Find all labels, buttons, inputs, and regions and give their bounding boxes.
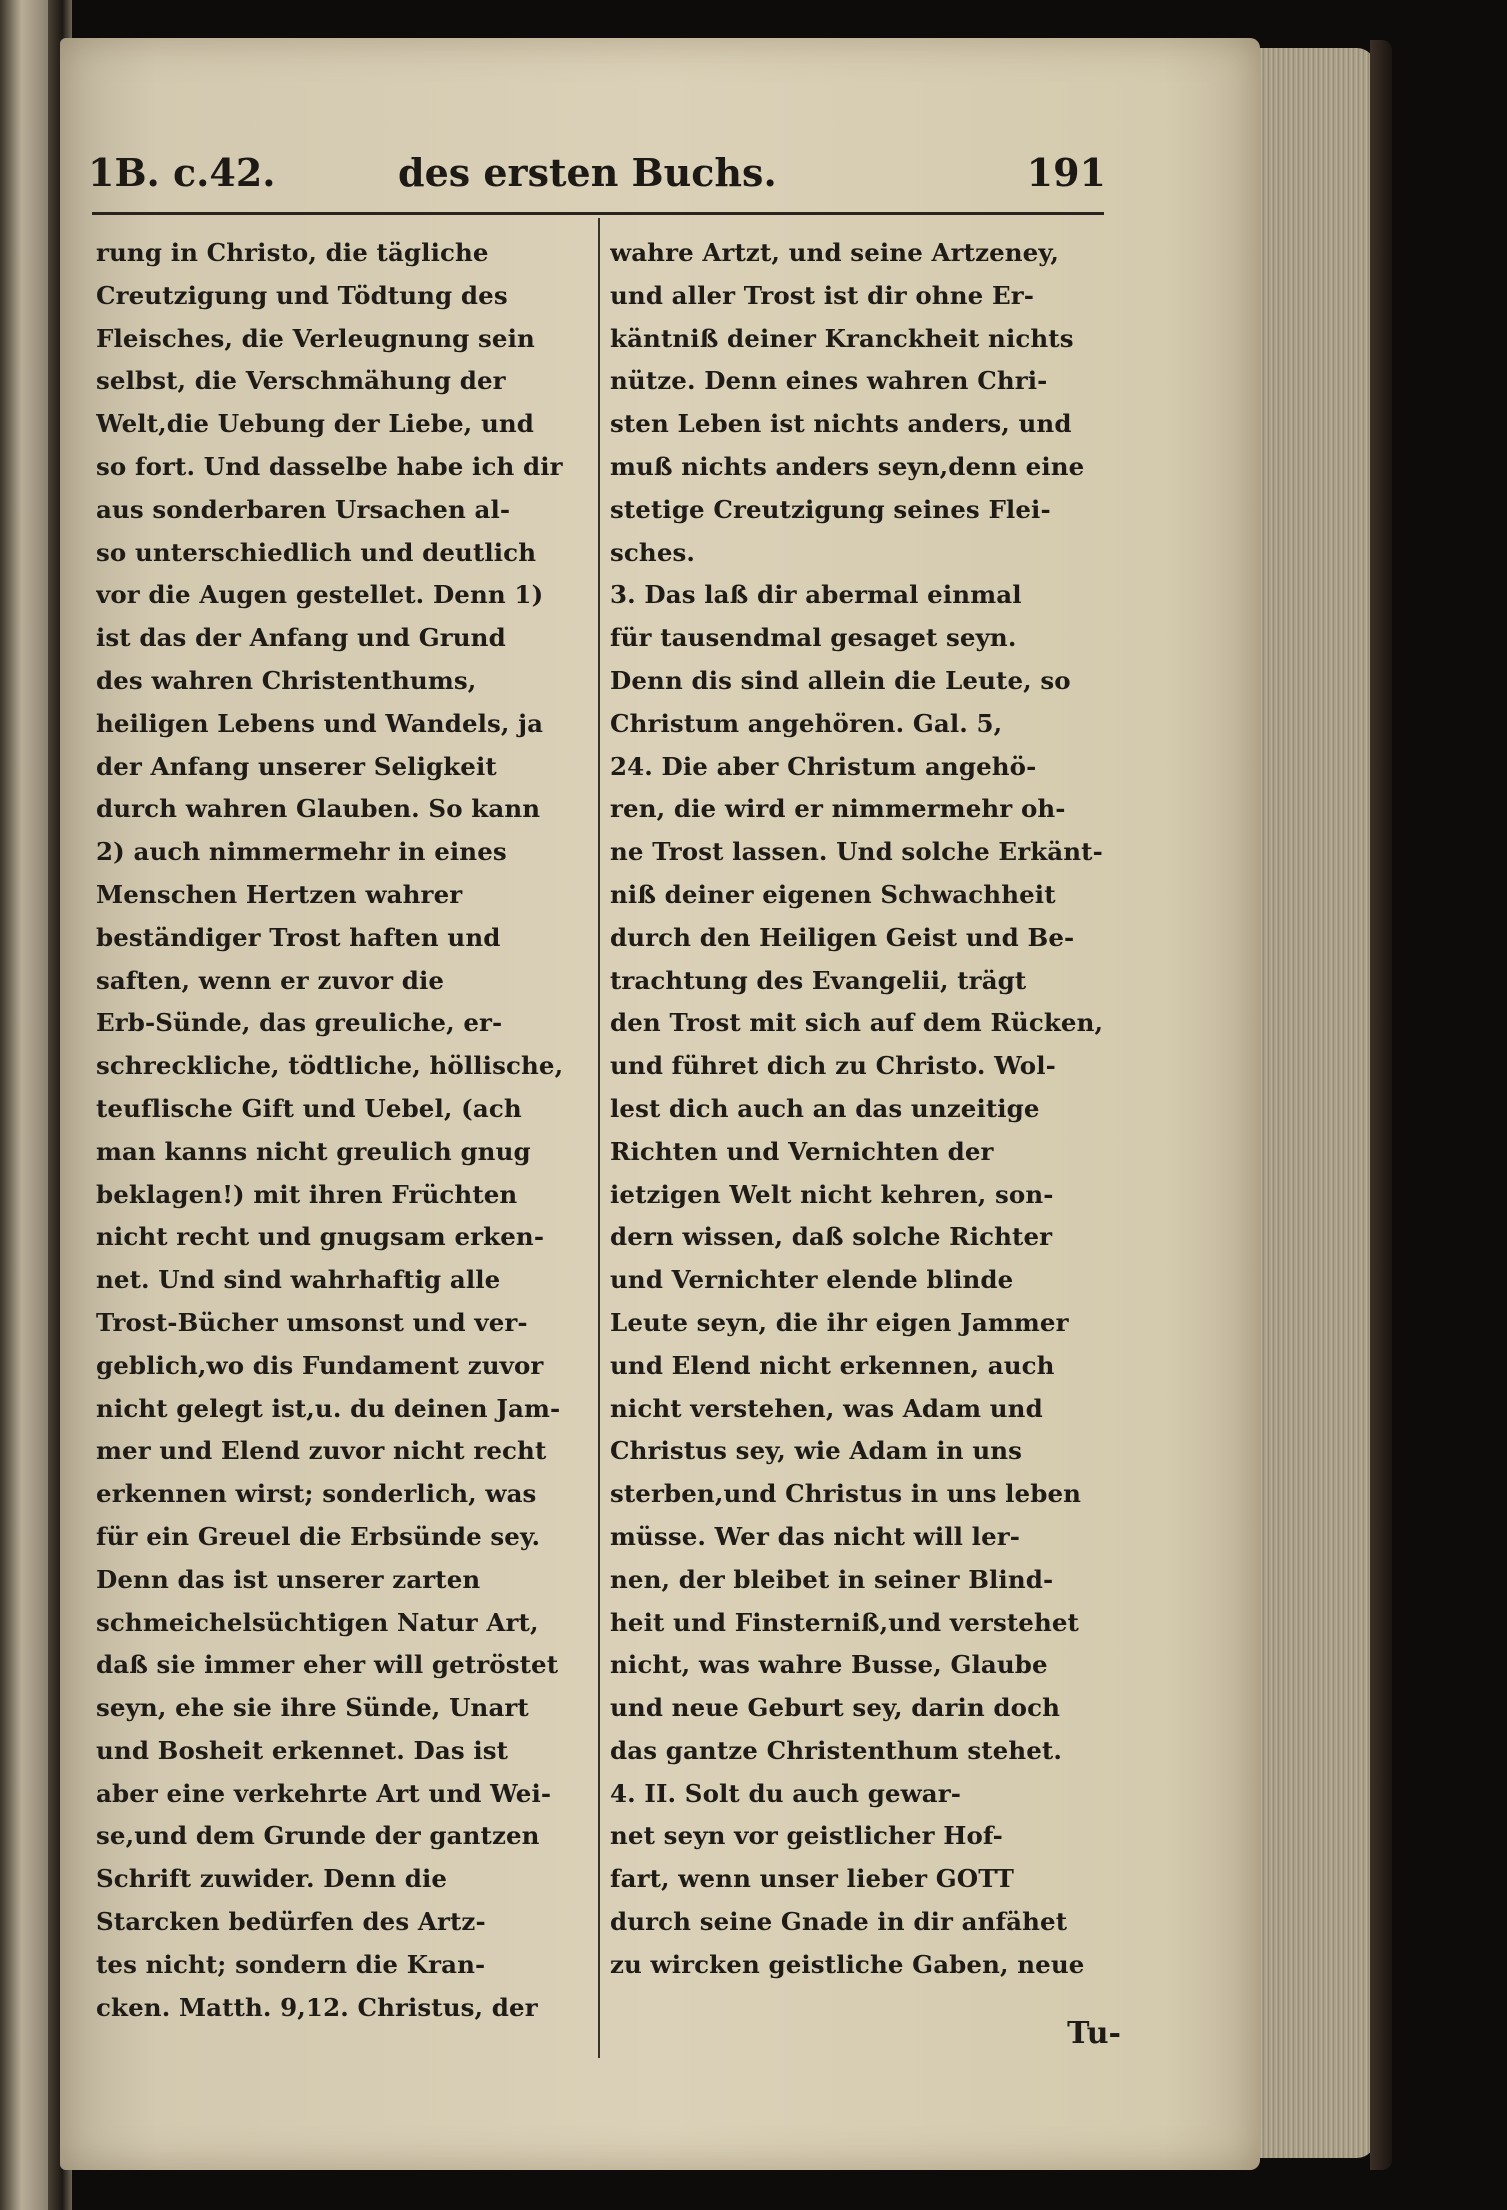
text-line: beklagen!) mit ihren Früchten [96,1179,518,1209]
text-line: ne Trost lassen. Und solche Erkänt- [610,837,1103,867]
text-line: Denn dis sind allein die Leute, so [610,665,1071,695]
text-line: Welt,die Uebung der Liebe, und [96,409,534,439]
text-line: und Vernichter elende blinde [610,1265,1014,1295]
text-line: und aller Trost ist dir ohne Er- [610,280,1034,310]
text-line: Christum angehören. Gal. 5, [610,708,1003,738]
text-line: heiligen Lebens und Wandels, ja [96,708,544,738]
text-line: sterben,und Christus in uns leben [610,1479,1082,1509]
text-line: und Elend nicht erkennen, auch [610,1350,1055,1380]
text-line: Menschen Hertzen wahrer [96,879,463,909]
text-line: für tausendmal gesaget seyn. [610,623,1017,653]
text-line: niß deiner eigenen Schwachheit [610,879,1056,909]
text-line: den Trost mit sich auf dem Rücken, [610,1008,1104,1038]
text-line: durch den Heiligen Geist und Be- [610,922,1075,952]
text-line: geblich,wo dis Fundament zuvor [96,1350,544,1380]
right-text-column [610,232,1112,1987]
text-line: teuflische Gift und Uebel, (ach [96,1093,522,1123]
text-line: se,und dem Grunde der gantzen [96,1821,540,1851]
text-line: stetige Creutzigung seines Flei- [610,494,1051,524]
text-line: Schrift zuwider. Denn die [96,1864,448,1894]
text-line: Richten und Vernichten der [610,1136,994,1166]
text-line: selbst, die Verschmähung der [96,366,506,396]
text-line: nütze. Denn eines wahren Chri- [610,366,1048,396]
text-line: 24. Die aber Christum angehö- [610,751,1037,781]
text-line: net. Und sind wahrhaftig alle [96,1265,501,1295]
chapter-reference: 1B. c.42. [88,150,276,195]
text-line: so fort. Und dasselbe habe ich dir [96,451,563,481]
text-line: aber eine verkehrte Art und Wei- [96,1778,552,1808]
text-line: tes nicht; sondern die Kran- [96,1949,486,1979]
text-line: käntniß deiner Kranckheit nichts [610,323,1074,353]
header-rule [92,212,1104,215]
text-line: 3. Das laß dir abermal einmal [610,580,1022,610]
text-line: seyn, ehe sie ihre Sünde, Unart [96,1693,529,1723]
text-line: durch seine Gnade in dir anfähet [610,1907,1068,1937]
text-line: und führet dich zu Christo. Wol- [610,1051,1056,1081]
text-line: durch wahren Glauben. So kann [96,794,541,824]
text-line: und Bosheit erkennet. Das ist [96,1735,509,1765]
text-line: zu wircken geistliche Gaben, neue [610,1949,1085,1979]
text-line: Starcken bedürfen des Artz- [96,1907,486,1937]
page-block-edges [1255,48,1375,2158]
text-line: lest dich auch an das unzeitige [610,1093,1040,1123]
text-line: nen, der bleibet in seiner Blind- [610,1564,1054,1594]
text-line: aus sonderbaren Ursachen al- [96,494,511,524]
text-line: cken. Matth. 9,12. Christus, der [96,1992,538,2022]
text-line: ist das der Anfang und Grund [96,623,506,653]
text-line: nicht gelegt ist,u. du deinen Jam- [96,1393,561,1423]
text-line: müsse. Wer das nicht will ler- [610,1521,1021,1551]
text-line: daß sie immer eher will getröstet [96,1650,559,1680]
text-line: man kanns nicht greulich gnug [96,1136,531,1166]
text-line: Erb-Sünde, das greuliche, er- [96,1008,503,1038]
text-line: 2) auch nimmermehr in eines [96,837,507,867]
text-line: sches. [610,537,696,567]
text-line: Creutzigung und Tödtung des [96,280,508,310]
text-line: dern wissen, daß solche Richter [610,1222,1053,1252]
text-line: trachtung des Evangelii, trägt [610,965,1027,995]
text-line: nicht recht und gnugsam erken- [96,1222,545,1252]
text-line: für ein Greuel die Erbsünde sey. [96,1521,541,1551]
text-line: ren, die wird er nimmermehr oh- [610,794,1066,824]
text-line: des wahren Christenthums, [96,665,477,695]
text-line: wahre Artzt, und seine Artzeney, [610,238,1059,267]
text-line: net seyn vor geistlicher Hof- [610,1821,1003,1851]
running-header [88,150,1106,210]
text-line: nicht, was wahre Busse, Glaube [610,1650,1048,1680]
text-line: 4. II. Solt du auch gewar- [610,1778,962,1808]
text-line: schmeichelsüchtigen Natur Art, [96,1607,539,1637]
text-line: schreckliche, tödtliche, höllische, [96,1051,564,1081]
text-line: nicht verstehen, was Adam und [610,1393,1043,1423]
text-line: und neue Geburt sey, darin doch [610,1693,1061,1723]
text-line: ietzigen Welt nicht kehren, son- [610,1179,1054,1209]
text-line: saften, wenn er zuvor die [96,965,445,995]
text-line: rung in Christo, die tägliche [96,238,489,267]
running-title: des ersten Buchs. [398,150,777,195]
text-line: mer und Elend zuvor nicht recht [96,1436,547,1466]
text-line: heit und Finsterniß,und verstehet [610,1607,1079,1637]
text-line: Trost-Bücher umsonst und ver- [96,1307,528,1337]
catchword: Tu- [1067,2016,1121,2051]
text-line: fart, wenn unser lieber GOTT [610,1864,1014,1894]
text-line: der Anfang unserer Seligkeit [96,751,497,781]
text-line: Fleisches, die Verleugnung sein [96,323,535,353]
text-line: Leute seyn, die ihr eigen Jammer [610,1307,1069,1337]
text-line: Christus sey, wie Adam in uns [610,1436,1023,1466]
left-text-column [96,232,590,2029]
text-line: muß nichts anders seyn,denn eine [610,451,1085,481]
text-line: das gantze Christenthum stehet. [610,1735,1062,1765]
text-line: vor die Augen gestellet. Denn 1) [96,580,544,610]
text-line: sten Leben ist nichts anders, und [610,409,1072,439]
text-line: erkennen wirst; sonderlich, was [96,1479,537,1509]
text-line: beständiger Trost haften und [96,922,501,952]
previous-page-edge [0,0,48,2210]
text-line: so unterschiedlich und deutlich [96,537,537,567]
text-line: Denn das ist unserer zarten [96,1564,481,1594]
book-cover-edge [1370,40,1392,2170]
column-divider [598,218,600,2058]
page-number: 191 [1026,150,1106,195]
